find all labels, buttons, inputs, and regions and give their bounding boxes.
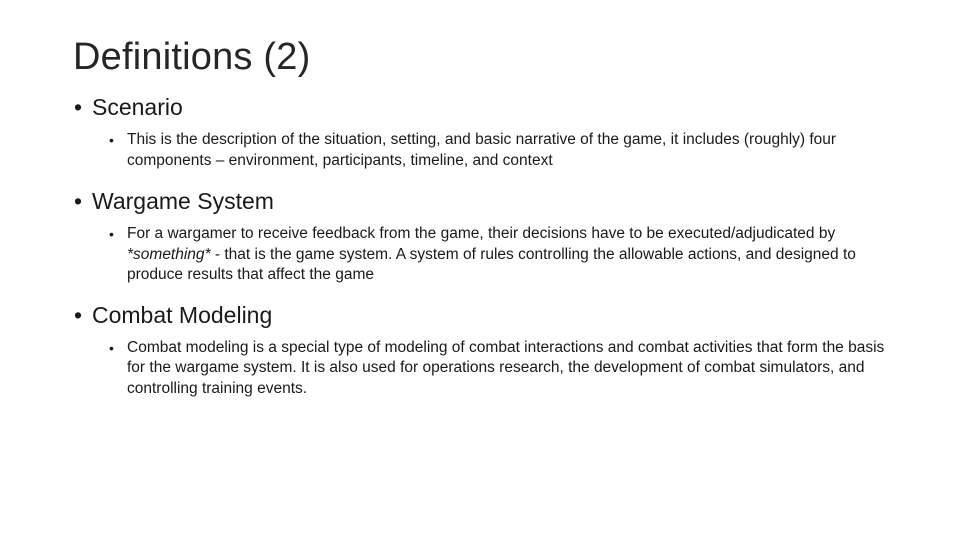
slide-body — [74, 93, 894, 399]
sub-bullet-wargame-system — [109, 224, 894, 286]
bullet-combat-modeling — [74, 301, 894, 329]
sub-bullet-text-part-a: For a wargamer to receive feedback from the game, their decisions have to be executed/adjudicated by — [127, 225, 836, 242]
sub-bullet-text-italic: *something* — [127, 245, 211, 263]
bullet-icon: • — [109, 226, 114, 242]
sub-bullet-combat-modeling — [109, 338, 894, 400]
sub-bullet-text: Combat modeling is a special type of modeling of combat interactions and combat activities that form the basis for the wargame system. It is also used for operations research, the development of combat simulators, and controlling training events. — [127, 338, 885, 397]
section-combat-modeling — [74, 301, 894, 400]
bullet-scenario — [74, 93, 894, 121]
bullet-heading: Combat Modeling — [92, 301, 273, 328]
bullet-wargame-system — [74, 187, 894, 215]
bullet-icon: • — [109, 132, 114, 148]
bullet-heading: Wargame System — [92, 188, 274, 214]
bullet-icon: • — [74, 301, 83, 328]
section-wargame-system — [74, 187, 894, 286]
bullet-icon: • — [74, 94, 83, 120]
bullet-icon: • — [109, 339, 114, 356]
slide-title: Definitions (2) — [73, 36, 311, 78]
sub-bullet-scenario — [109, 130, 894, 171]
section-scenario — [74, 93, 894, 171]
sub-bullet-text-part-b: - that is the game system. A system of rules controlling the allowable actions, and designed to produce results that affect the game — [127, 245, 856, 283]
bullet-icon: • — [74, 188, 83, 214]
bullet-heading: Scenario — [92, 94, 183, 120]
sub-bullet-text: This is the description of the situation, setting, and basic narrative of the game, it includes (roughly) four components – environment, participants, timeline, and context — [127, 131, 837, 169]
